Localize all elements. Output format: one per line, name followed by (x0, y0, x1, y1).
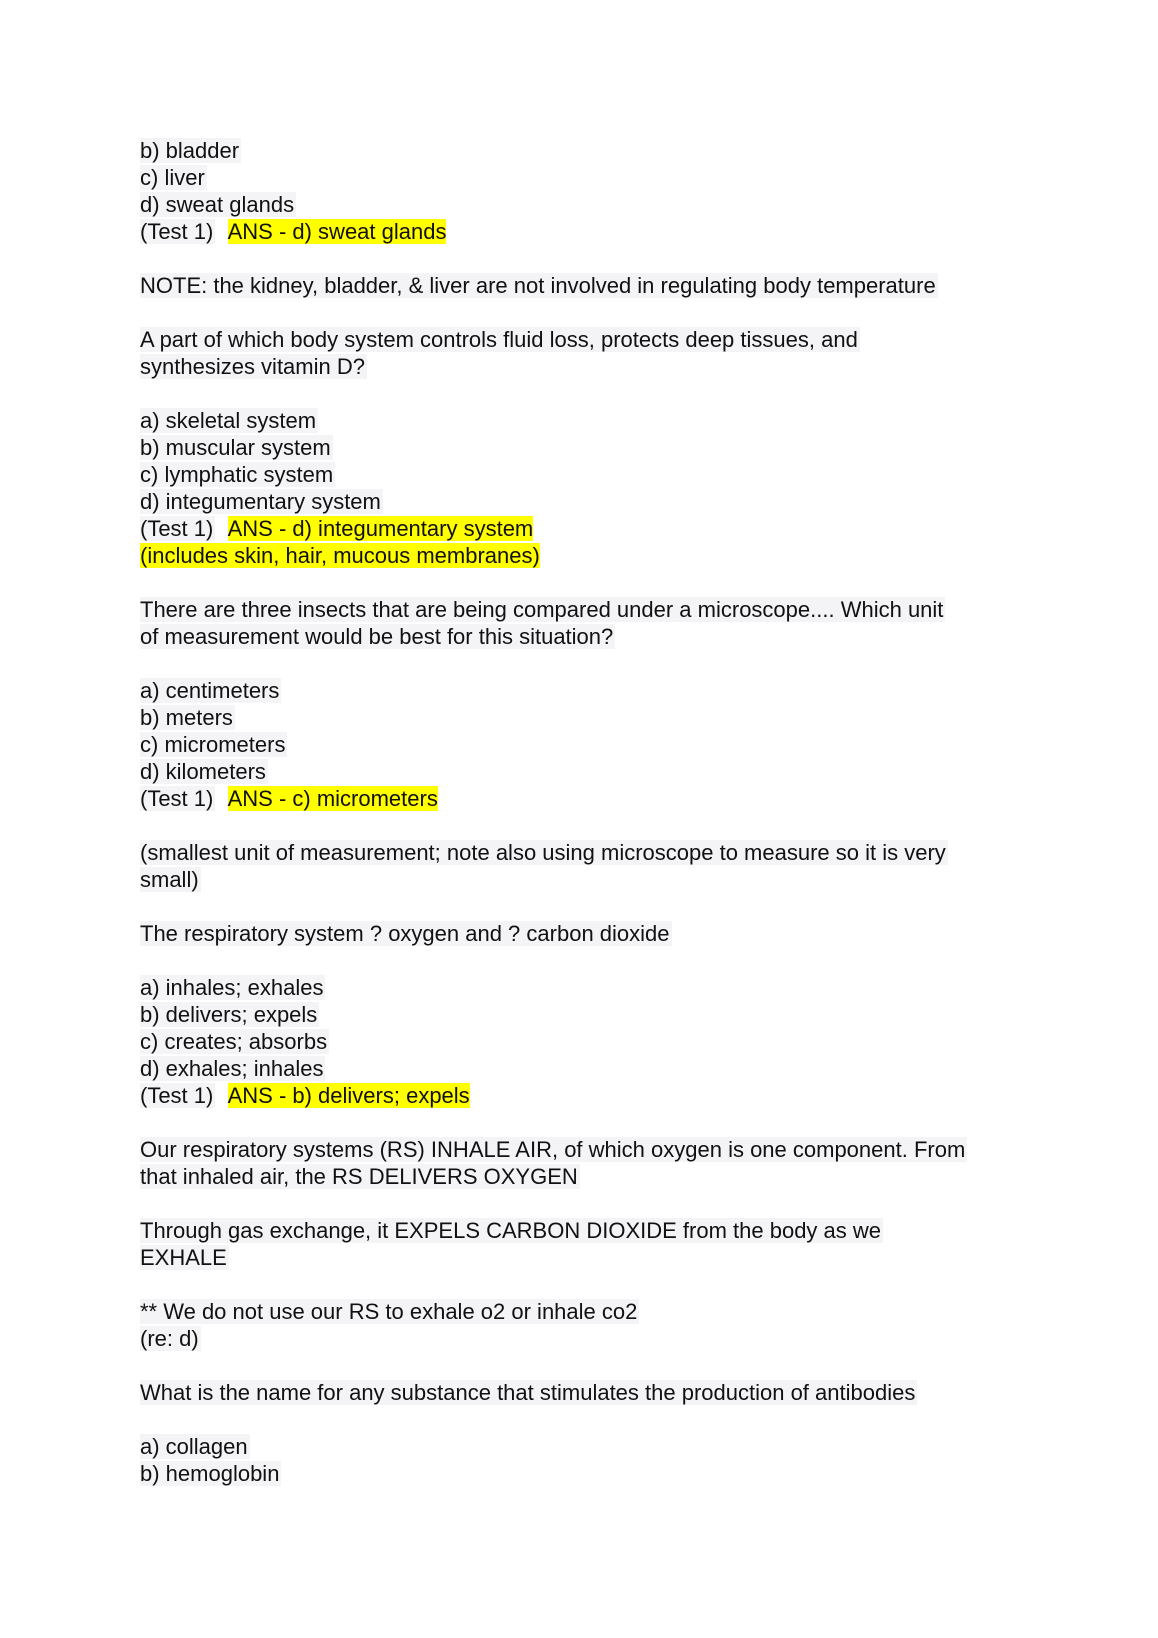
explanation-line: EXHALE (140, 1245, 227, 1270)
test-label: (Test 1) (140, 786, 214, 811)
test-label: (Test 1) (140, 219, 214, 244)
answer-line (140, 218, 1040, 245)
answer-line (140, 1082, 1040, 1109)
explanation-line: (re: d) (140, 1326, 199, 1351)
note-line: NOTE: the kidney, bladder, & liver are not involved in regulating body temperature (140, 273, 936, 298)
explanation-line: that inhaled air, the RS DELIVERS OXYGEN (140, 1164, 578, 1189)
explanation-line: Our respiratory systems (RS) INHALE AIR, of which oxygen is one component. From (140, 1137, 966, 1162)
test-label: (Test 1) (140, 1083, 214, 1108)
option-line: a) skeletal system (140, 408, 317, 433)
explanation-line: Through gas exchange, it EXPELS CARBON DIOXIDE from the body as we (140, 1218, 882, 1243)
question-line: of measurement would be best for this situation? (140, 624, 614, 649)
option-line: c) micrometers (140, 732, 286, 757)
option-line: d) sweat glands (140, 192, 295, 217)
document-page (140, 137, 1040, 1487)
option-line: b) muscular system (140, 435, 331, 460)
explanation-line: (smallest unit of measurement; note also using microscope to measure so it is very (140, 840, 946, 865)
explanation-line: small) (140, 867, 199, 892)
option-line: a) collagen (140, 1434, 248, 1459)
answer-highlight: ANS - c) micrometers (227, 786, 438, 811)
answer-line (140, 785, 1040, 812)
option-line: a) centimeters (140, 678, 280, 703)
option-line: a) inhales; exhales (140, 975, 324, 1000)
question-line: There are three insects that are being compared under a microscope.... Which unit (140, 597, 944, 622)
option-line: b) delivers; expels (140, 1002, 318, 1027)
answer-extra-line (140, 542, 1040, 569)
option-line: d) integumentary system (140, 489, 381, 514)
option-line: b) bladder (140, 138, 240, 163)
option-line: c) creates; absorbs (140, 1029, 328, 1054)
question-line: synthesizes vitamin D? (140, 354, 365, 379)
answer-highlight: ANS - d) integumentary system (227, 516, 534, 541)
option-line: b) hemoglobin (140, 1461, 280, 1486)
answer-highlight: ANS - d) sweat glands (227, 219, 447, 244)
test-label: (Test 1) (140, 516, 214, 541)
explanation-line: ** We do not use our RS to exhale o2 or inhale co2 (140, 1299, 638, 1324)
option-line: c) lymphatic system (140, 462, 334, 487)
option-line: d) kilometers (140, 759, 266, 784)
question-line: A part of which body system controls fluid loss, protects deep tissues, and (140, 327, 858, 352)
option-line: d) exhales; inhales (140, 1056, 324, 1081)
question-line: What is the name for any substance that stimulates the production of antibodies (140, 1380, 916, 1405)
option-line: b) meters (140, 705, 233, 730)
option-line: c) liver (140, 165, 205, 190)
answer-highlight: ANS - b) delivers; expels (227, 1083, 470, 1108)
answer-highlight: (includes skin, hair, mucous membranes) (140, 543, 540, 568)
question-line: The respiratory system ? oxygen and ? carbon dioxide (140, 921, 670, 946)
answer-line (140, 515, 1040, 542)
